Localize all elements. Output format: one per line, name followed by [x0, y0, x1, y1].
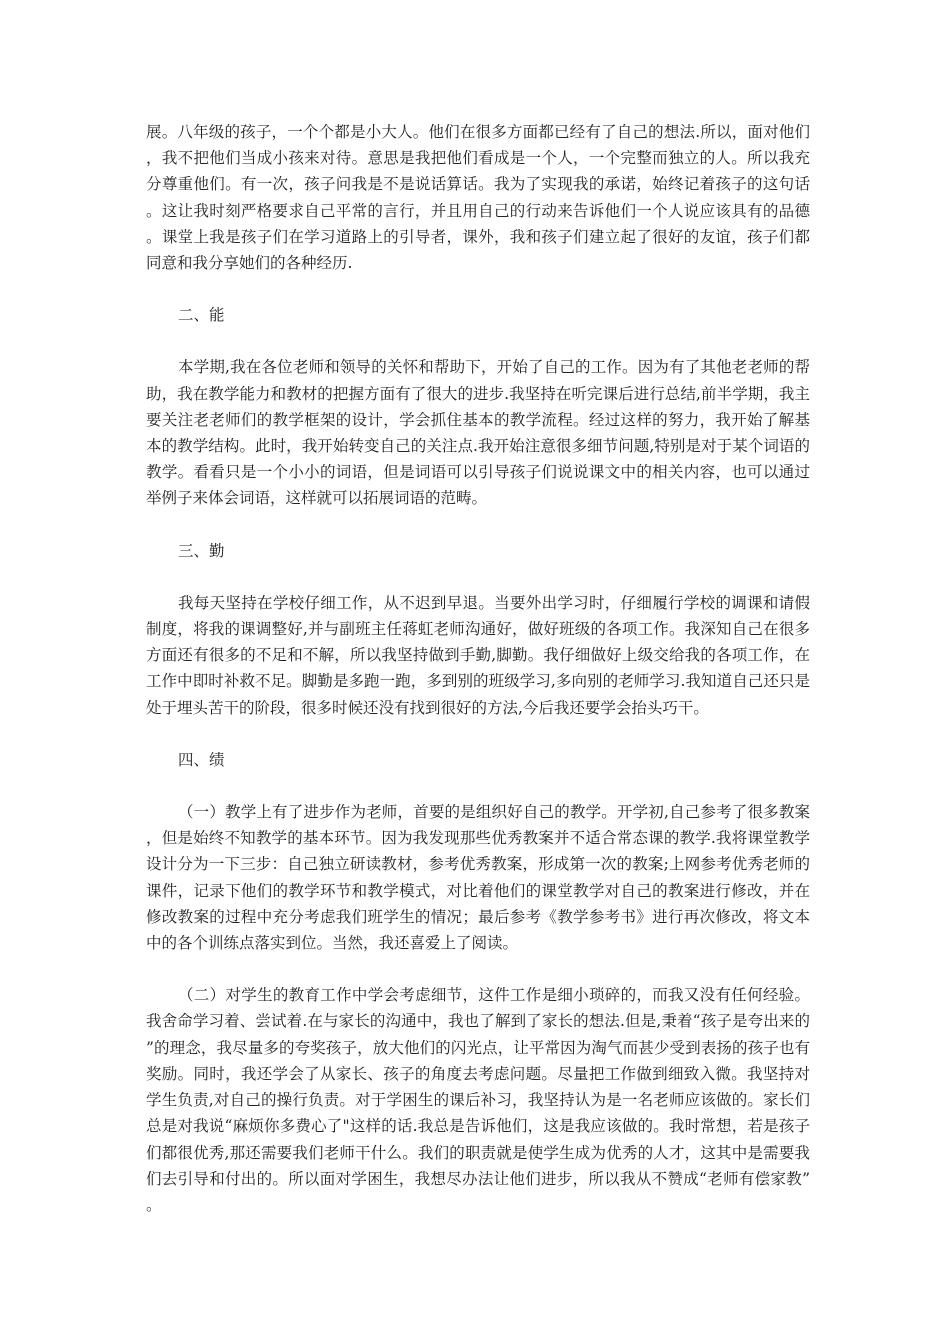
paragraph-neng: 本学期,我在各位老师和领导的关怀和帮助下，开始了自己的工作。因为有了其他老老师的帮助，我在教学能力和教材的把握方面有了很大的进步.我坚持在听完课后进行总结,前半学期，我主要关注老老师们的教学框架的设计，学会抓住基本的教学流程。经过这样的努力，我开始了解基本的教学结构。此时，我开始转变自己的关注点.我开始注意很多细节问题,特别是对于某个词语的教学。看看只是一个小小的词语，但是词语可以引导孩子们说说课文中的相关内容，也可以通过举例子来体会词语，这样就可以拓展词语的范畴。 [146, 358, 810, 508]
section-heading-qin: 三、勤 [178, 541, 225, 560]
paragraph-ji-2: （二）对学生的教育工作中学会考虑细节，这件工作是细小琐碎的，而我又没有任何经验。我舍命学习着、尝试着.在与家长的沟通中，我也了解到了家长的想法.但是,秉着“孩子是夸出来的”的理念，我尽量多的夸奖孩子，放大他们的闪光点，让平常因为淘气而甚少受到表扬的孩子也有奖励。同时，我还学会了从家长、孩子的角度去考虑问题。尽量把工作做到细致入微。我坚持对学生负责,对自己的操行负责。对于学困生的课后补习，我坚持认为是一名老师应该做的。家长们总是对我说“麻烦你多费心了"这样的话.我总是告诉他们，这是我应该做的。我时常想，若是孩子们都很优秀,那还需要我们老师干什么。我们的职责就是使学生成为优秀的人才，这其中是需要我们去引导和付出的。所以面对学困生，我想尽办法让他们进步，所以我从不赞成“老师有偿家教”。 [146, 986, 810, 1214]
paragraph-qin: 我每天坚持在学校仔细工作，从不迟到早退。当要外出学习时，仔细履行学校的调课和请假制度，将我的课调整好,并与副班主任蒋虹老师沟通好，做好班级的各项工作。我深知自己在很多方面还有很多的不足和不解，所以我坚持做到手勤,脚勤。我仔细做好上级交给我的各项工作，在工作中即时补救不足。脚勤是多跑一跑，多到别的班级学习,多向别的老师学习.我知道自己还只是处于埋头苦干的阶段，很多时候还没有找到很好的方法,今后我还要学会抬头巧干。 [146, 593, 810, 717]
section-heading-ji: 四、绩 [178, 750, 225, 769]
paragraph-ji-1: （一）教学上有了进步作为老师，首要的是组织好自己的教学。开学初,自己参考了很多教案，但是始终不知教学的基本环节。因为我发现那些优秀教案并不适合常态课的教学.我将课堂教学设计分为一下三步：自己独立研读教材，参考优秀教案，形成第一次的教案;上网参考优秀老师的课件，记录下他们的教学环节和教学模式，对比着他们的课堂教学对自己的教案进行修改，并在修改教案的过程中充分考虑我们班学生的情况；最后参考《教学参考书》进行再次修改，将文本中的各个训练点落实到位。当然，我还喜爱上了阅读。 [146, 803, 810, 953]
document-body [146, 119, 810, 1244]
section-heading-neng: 二、能 [178, 306, 225, 325]
paragraph-intro: 展。八年级的孩子，一个个都是小大人。他们在很多方面都已经有了自己的想法.所以，面对他们，我不把他们当成小孩来对待。意思是我把他们看成是一个人，一个完整而独立的人。所以我充分尊重他们。有一次，孩子问我是不是说话算话。我为了实现我的承诺，始终记着孩子的这句话。这让我时刻严格要求自己平常的言行，并且用自己的行动来告诉他们一个人说应该具有的品德。课堂上我是孩子们在学习道路上的引导者，课外，我和孩子们建立起了很好的友谊，孩子们都同意和我分享她们的各种经历. [146, 123, 810, 273]
